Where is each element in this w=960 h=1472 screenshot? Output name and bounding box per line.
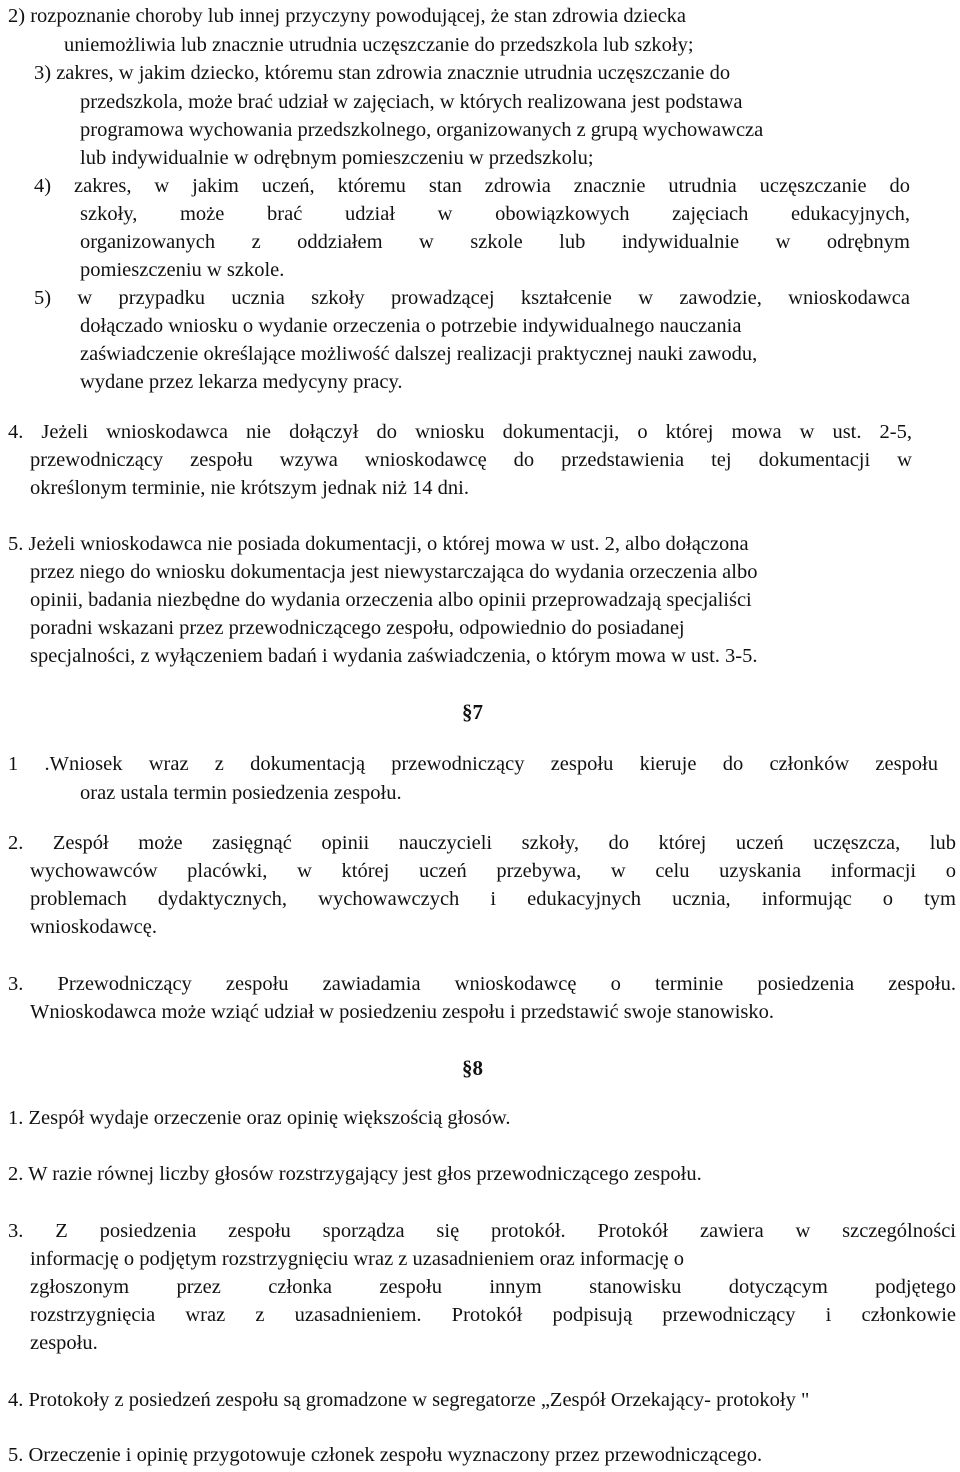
paragraph-5-line-1: 5. Jeżeli wnioskodawca nie posiada dokumentacji, o której mowa w ust. 2, albo dołączona	[8, 533, 749, 555]
section-8-item-3-line-4: rozstrzygnięcia wraz z uzasadnieniem. Protokół podpisują przewodniczący i członkowie	[30, 1304, 956, 1326]
list-item-5-line-4: wydane przez lekarza medycyny pracy.	[80, 371, 403, 393]
section-8-item-5: 5. Orzeczenie i opinię przygotowuje członek zespołu wyznaczony przez przewodniczącego.	[8, 1444, 763, 1466]
list-item-2-line-1: 2) rozpoznanie choroby lub innej przyczyny powodującej, że stan zdrowia dziecka	[8, 5, 686, 27]
paragraph-5-line-5: specjalności, z wyłączeniem badań i wydania zaświadczenia, o którym mowa w ust. 3-5.	[30, 645, 758, 667]
section-8-item-3-line-3: zgłoszonym przez członka zespołu innym stanowisku dotyczącym podjętego	[30, 1276, 956, 1298]
section-8-item-4: 4. Protokoły z posiedzeń zespołu są gromadzone w segregatorze „Zespół Orzekający- protokoły "	[8, 1389, 810, 1411]
section-8-item-2: 2. W razie równej liczby głosów rozstrzygający jest głos przewodniczącego zespołu.	[8, 1163, 702, 1185]
list-item-3-line-3: programowa wychowania przedszkolnego, organizowanych z grupą wychowawcza	[80, 119, 764, 141]
list-item-3-line-2: przedszkola, może brać udział w zajęciach, w których realizowana jest podstawa	[80, 91, 743, 113]
list-item-4-line-2: szkoły, może brać udział w obowiązkowych zajęciach edukacyjnych,	[80, 203, 910, 225]
section-8-item-3-line-5: zespołu.	[30, 1332, 98, 1354]
paragraph-5-line-3: opinii, badania niezbędne do wydania orzeczenia albo opinii przeprowadzają specjaliści	[30, 589, 752, 611]
section-7-item-2-line-2: wychowawców placówki, w której uczeń przebywa, w celu uzyskania informacji o	[30, 860, 956, 882]
paragraph-5-line-4: poradni wskazani przez przewodniczącego zespołu, odpowiednio do posiadanej	[30, 617, 685, 639]
section-8-item-3-line-1: 3. Z posiedzenia zespołu sporządza się protokół. Protokół zawiera w szczególności	[8, 1220, 956, 1242]
paragraph-4-line-3: określonym terminie, nie krótszym jednak niż 14 dni.	[30, 477, 469, 499]
section-7-item-3-line-2: Wnioskodawca może wziąć udział w posiedzeniu zespołu i przedstawić swoje stanowisko.	[30, 1001, 775, 1023]
section-7-item-2-line-4: wnioskodawcę.	[30, 916, 157, 938]
section-7-item-2-line-1: 2. Zespół może zasięgnąć opinii nauczycieli szkoły, do której uczeń uczęszcza, lub	[8, 832, 956, 854]
paragraph-4-line-1: 4. Jeżeli wnioskodawca nie dołączył do wniosku dokumentacji, o której mowa w ust. 2-5,	[8, 421, 912, 443]
list-item-3-line-1: 3) zakres, w jakim dziecko, któremu stan zdrowia znacznie utrudnia uczęszczanie do	[34, 62, 731, 84]
section-7-item-2-line-3: problemach dydaktycznych, wychowawczych i edukacyjnych ucznia, informując o tym	[30, 888, 956, 910]
section-7-heading: §7	[462, 700, 483, 724]
section-7-item-1-line-1: 1 .Wniosek wraz z dokumentacją przewodniczący zespołu kieruje do członków zespołu	[8, 753, 938, 775]
list-item-4-line-4: pomieszczeniu w szkole.	[80, 259, 285, 281]
list-item-5-line-2: dołączado wniosku o wydanie orzeczenia o potrzebie indywidualnego nauczania	[80, 315, 742, 337]
paragraph-4-line-2: przewodniczący zespołu wzywa wnioskodawcę do przedstawienia tej dokumentacji w	[30, 449, 912, 471]
section-7-item-3-line-1: 3. Przewodniczący zespołu zawiadamia wnioskodawcę o terminie posiedzenia zespołu.	[8, 973, 956, 995]
section-8-item-3-line-2: informację o podjętym rozstrzygnięciu wraz z uzasadnieniem oraz informację o	[30, 1248, 685, 1270]
list-item-5-line-1: 5) w przypadku ucznia szkoły prowadzącej kształcenie w zawodzie, wnioskodawca	[34, 287, 910, 309]
section-8-heading: §8	[462, 1056, 483, 1080]
list-item-4-line-3: organizowanych z oddziałem w szkole lub indywidualnie w odrębnym	[80, 231, 910, 253]
list-item-4-line-1: 4) zakres, w jakim uczeń, któremu stan zdrowia znacznie utrudnia uczęszczanie do	[34, 175, 910, 197]
section-7-item-1-line-2: oraz ustala termin posiedzenia zespołu.	[80, 782, 402, 804]
paragraph-5-line-2: przez niego do wniosku dokumentacja jest niewystarczająca do wydania orzeczenia albo	[30, 561, 758, 583]
list-item-3-line-4: lub indywidualnie w odrębnym pomieszczeniu w przedszkolu;	[80, 147, 594, 169]
list-item-2-line-2: uniemożliwia lub znacznie utrudnia uczęszczanie do przedszkola lub szkoły;	[64, 34, 694, 56]
section-8-item-1: 1. Zespół wydaje orzeczenie oraz opinię większością głosów.	[8, 1107, 511, 1129]
list-item-5-line-3: zaświadczenie określające możliwość dalszej realizacji praktycznej nauki zawodu,	[80, 343, 758, 365]
